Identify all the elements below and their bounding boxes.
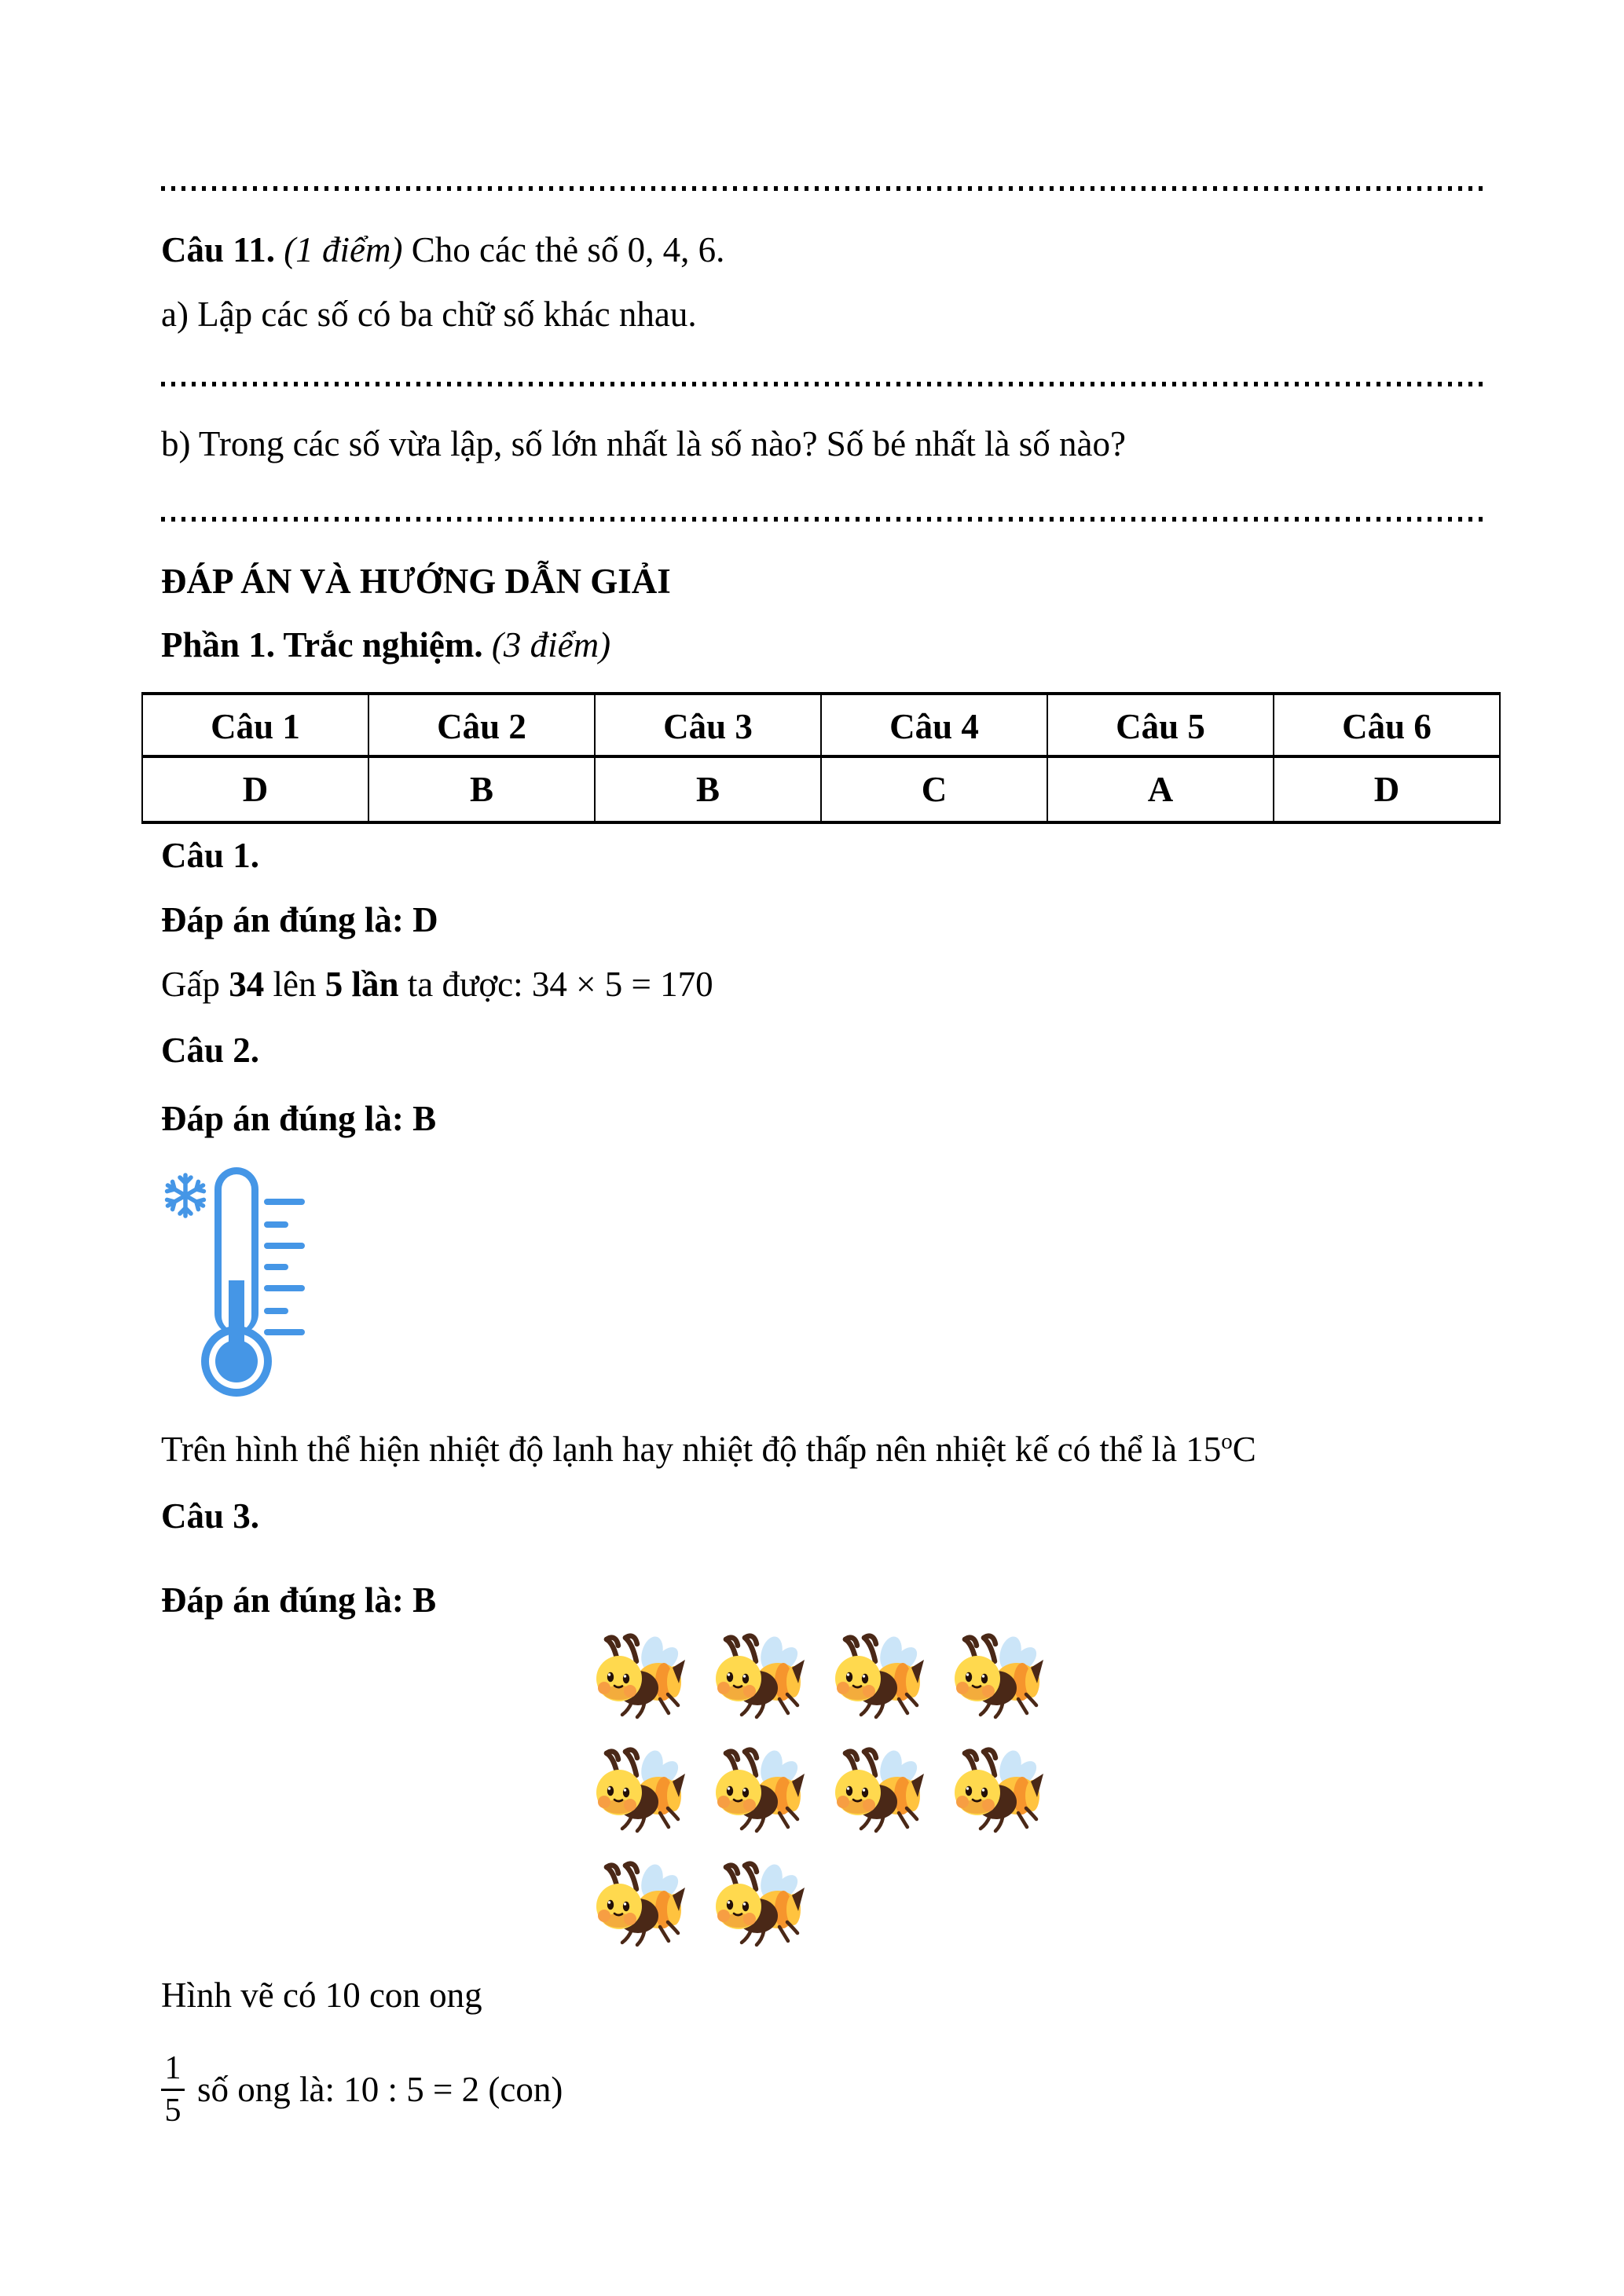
answer-table-answer-cell: A	[1047, 756, 1274, 822]
explanation-segment-bold: 34	[229, 965, 265, 1004]
degree-superscript: o	[1221, 1429, 1233, 1454]
fraction-numerator: 1	[164, 2050, 181, 2087]
question-11-points: (1 điểm)	[284, 230, 403, 269]
answer-table-header-row	[142, 694, 1500, 756]
explanation-segment: lên	[264, 965, 325, 1004]
cau2-note-text: Trên hình thể hiện nhiệt độ lạnh hay nhiệt độ thấp nên nhiệt kế có thể là 15	[161, 1430, 1222, 1469]
dotted-answer-line	[161, 517, 1485, 522]
cau1-answer-line: Đáp án đúng là: D	[161, 900, 438, 939]
part1-heading	[161, 621, 1485, 668]
bee-icon	[589, 1858, 687, 1948]
cau3-label: Câu 3.	[161, 1496, 260, 1536]
answer-key-heading: ĐÁP ÁN VÀ HƯỚNG DẪN GIẢI	[161, 562, 671, 601]
bee-row	[589, 1630, 1061, 1720]
answer-table-header-cell: Câu 2	[368, 694, 595, 756]
question-11-text: Cho các thẻ số 0, 4, 6.	[411, 230, 725, 269]
cau3-answer-line: Đáp án đúng là: B	[161, 1580, 437, 1620]
bee-icon	[589, 1630, 687, 1720]
fraction	[161, 2051, 185, 2127]
cau1-label: Câu 1.	[161, 836, 260, 875]
bee-icon	[948, 1630, 1046, 1720]
bee-icon	[589, 1744, 687, 1834]
explanation-segment-bold: 5 lần	[324, 965, 399, 1004]
bee-icon	[709, 1744, 807, 1834]
thermometer-cold-icon	[157, 1163, 314, 1406]
bee-icon	[709, 1858, 807, 1948]
answer-table-header-cell: Câu 3	[595, 694, 821, 756]
answer-table-answer-cell: B	[595, 756, 821, 822]
answer-table-answer-cell: C	[821, 756, 1047, 822]
cau2-note	[161, 1426, 1485, 1473]
dotted-answer-line	[161, 382, 1485, 386]
explanation-segment: Gấp	[161, 965, 229, 1004]
bee-icon	[709, 1630, 807, 1720]
answer-key-table	[141, 692, 1501, 824]
bee-count-line: Hình vẽ có 10 con ong	[161, 1976, 482, 2015]
answer-table-header-cell: Câu 6	[1274, 694, 1500, 756]
bee-icon	[948, 1744, 1046, 1834]
answer-table-header-cell: Câu 4	[821, 694, 1047, 756]
answer-table-answer-cell: D	[142, 756, 368, 822]
answer-table-header-cell: Câu 5	[1047, 694, 1274, 756]
dotted-answer-line	[161, 186, 1485, 191]
snowflake-icon	[165, 1175, 206, 1216]
bee-icon	[828, 1630, 926, 1720]
answer-table-answer-cell: D	[1274, 756, 1500, 822]
bee-row	[589, 1744, 1061, 1834]
bee-grid	[589, 1630, 1061, 1948]
cau1-explanation	[161, 961, 1485, 1008]
fraction-bar	[161, 2089, 185, 2091]
part1-points: (3 điểm)	[491, 625, 611, 665]
answer-table-answer-cell: B	[368, 756, 595, 822]
cau2-note-unit: C	[1232, 1430, 1256, 1469]
thermometer-body	[201, 1167, 272, 1397]
question-11-part-a: a) Lập các số có ba chữ số khác nhau.	[161, 295, 697, 334]
fraction-denominator: 5	[164, 2092, 181, 2129]
bee-icon	[828, 1744, 926, 1834]
explanation-segment: ta được: 34 × 5 = 170	[398, 965, 713, 1004]
cau2-answer-line: Đáp án đúng là: B	[161, 1099, 437, 1138]
answer-table-answer-row	[142, 756, 1500, 822]
answer-table-header-cell: Câu 1	[142, 694, 368, 756]
question-11-line	[161, 226, 1485, 273]
fraction-line	[161, 2042, 1485, 2137]
bee-row	[589, 1858, 1061, 1948]
question-11-part-b: b) Trong các số vừa lập, số lớn nhất là số nào? Số bé nhất là số nào?	[161, 424, 1126, 463]
cau2-label: Câu 2.	[161, 1031, 260, 1070]
fraction-text: số ong là: 10 : 5 = 2 (con)	[197, 2070, 563, 2109]
thermometer-scale-ticks	[267, 1202, 302, 1332]
part1-label: Phần 1. Trắc nghiệm.	[161, 625, 483, 665]
question-11-label: Câu 11.	[161, 230, 276, 269]
